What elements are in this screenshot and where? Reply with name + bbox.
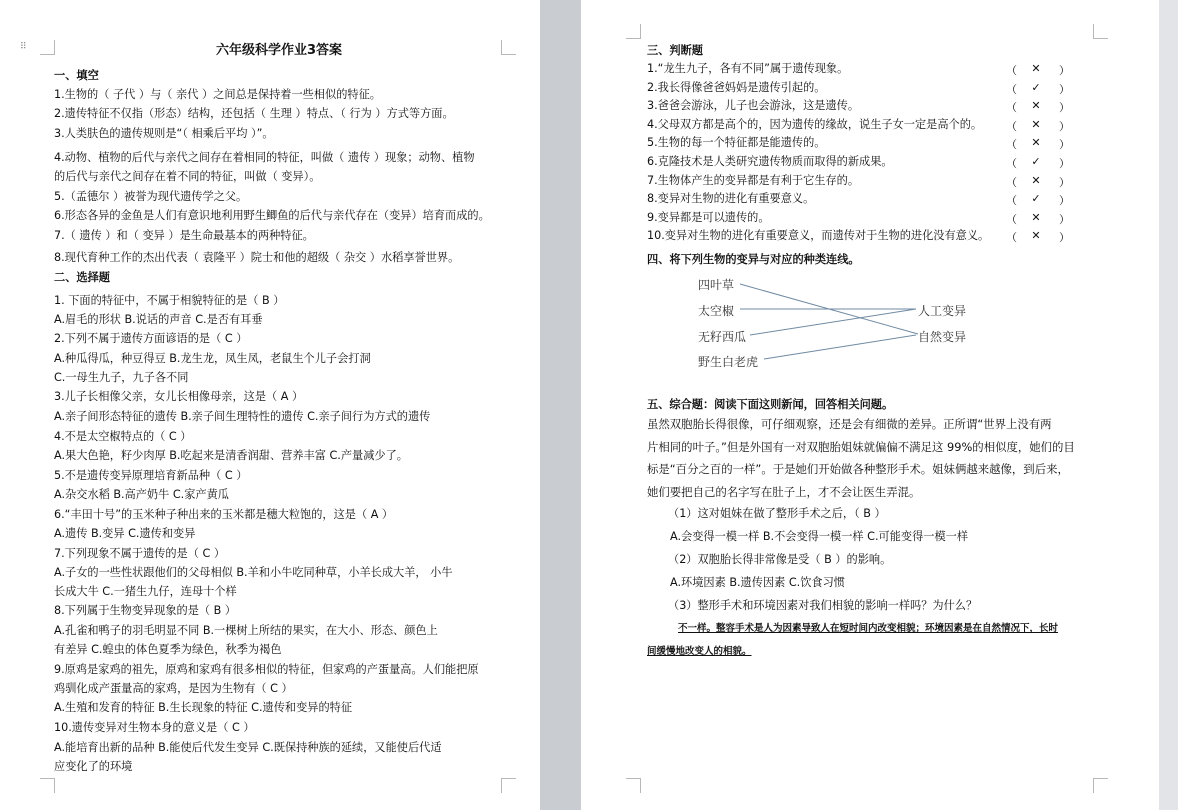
crop-mark: [626, 24, 641, 39]
choice-line: A.生殖和发育的特征 B.生长现象的特征 C.遗传和变异的特征: [54, 701, 353, 714]
choice-line: 长成大牛 C.一猪生九仔，连母十个样: [54, 585, 237, 598]
bracket: ）: [1059, 212, 1070, 226]
question-line: 4.动物、植物的后代与亲代之间存在着相同的特征，叫做（ 遗传 ）现象；动物、植物: [54, 151, 475, 164]
choice-line: A.杂交水稻 B.高产奶牛 C.家产黄瓜: [54, 488, 229, 501]
organism-label: 太空椒: [698, 304, 735, 318]
check-icon: ✓: [1031, 80, 1041, 94]
match-line: [764, 335, 916, 359]
choice-line: 3.儿子长相像父亲，女儿长相像母亲，这是（ A ）: [54, 390, 304, 403]
crop-mark: [501, 40, 516, 55]
bracket: （: [1006, 119, 1017, 133]
choice-line: A.亲子间形态特征的遗传 B.亲子间生理特性的遗传 C.亲子间行为方式的遗传: [54, 410, 431, 423]
cross-icon: ✕: [1031, 62, 1041, 75]
choice-line: A.孔雀和鸭子的羽毛明显不同 B.一棵树上所结的果实，在大小、形态、颜色上: [54, 624, 438, 637]
bracket: （: [1006, 138, 1017, 152]
bracket: （: [1006, 194, 1017, 208]
bracket: ）: [1059, 101, 1070, 115]
crop-mark: [40, 40, 55, 55]
choice-line: A.眉毛的形状 B.说话的声音 C.是否有耳垂: [54, 313, 263, 326]
cross-icon: ✕: [1031, 117, 1041, 131]
news-paragraph-line: 片相同的叶子。”但是外国有一对双胞胎姐妹就偏偏不满足这 99%的相似度，她们的目: [647, 440, 1075, 454]
bracket: （: [1006, 157, 1017, 170]
sub-question: （1）这对姐妹在做了整形手术之后，（ B ）: [668, 507, 886, 520]
answer-text: 不一样。整容手术是人为因素导致人在短时间内改变相貌；环境因素是在自然情况下，长时: [678, 623, 1059, 634]
cross-icon: ✕: [1031, 136, 1041, 150]
question-line: 7.（ 遗传 ）和（ 变异 ）是生命最基本的两种特征。: [54, 229, 314, 242]
choice-line: 4.不是太空椒特点的（ C ）: [54, 430, 192, 443]
question-line: 的后代与亲代之间存在着不同的特征，叫做（ 变异）。: [54, 170, 321, 183]
question-line: 3.人类肤色的遗传规则是“（ 相乘后平均 ）”。: [54, 127, 274, 140]
sub-question-options: A.环境因素 B.遗传因素 C.饮食习惯: [670, 576, 845, 589]
section-heading-choice: 二、选择题: [54, 271, 110, 284]
check-icon: ✓: [1031, 192, 1041, 206]
bracket: （: [1006, 175, 1017, 189]
choice-line: A.遗传 B.变异 C.遗传和变异: [54, 527, 196, 540]
judge-item: 9.变异都是可以遗传的。: [647, 210, 770, 224]
question-line: 2.遗传特征不仅指（形态）结构，还包括（ 生理 ）特点、（ 行为 ）方式等方面。: [54, 107, 454, 120]
choice-line: 1. 下面的特征中，不属于相貌特征的是（ B ）: [54, 294, 285, 307]
news-paragraph-line: 虽然双胞胎长得很像，可仔细观察，还是会有细微的差异。正所谓“世界上没有两: [647, 417, 1052, 431]
choice-line: 8.下列属于生物变异现象的是（ B ）: [54, 604, 237, 617]
choice-line: A.能培育出新的品种 B.能使后代发生变异 C.既保持种族的延续，又能使后代适: [54, 741, 442, 754]
drag-handle-icon[interactable]: ⠿: [20, 42, 28, 52]
document-page-1: [0, 0, 540, 810]
crop-mark: [1093, 24, 1108, 39]
choice-line: A.子女的一些性状跟他们的父母相似 B.羊和小牛吃同种草，小羊长成大羊， 小牛: [54, 566, 453, 579]
bracket: ）: [1059, 175, 1070, 189]
crop-mark: [626, 778, 641, 793]
choice-line: 鸡驯化成产蛋量高的家鸡，是因为生物有（ C ）: [54, 682, 293, 695]
choice-line: A.果大色艳，籽少肉厚 B.吃起来是清香润甜、营养丰富 C.产量减少了。: [54, 449, 408, 462]
judge-item: 3.爸爸会游泳，儿子也会游泳，这是遗传。: [647, 99, 860, 113]
choice-line: 6.“丰田十号”的玉米种子种出来的玉米都是穗大粒饱的，这是（ A ）: [54, 508, 394, 521]
choice-line: A.种瓜得瓜，种豆得豆 B.龙生龙，凤生凤，老鼠生个儿子会打洞: [54, 352, 371, 365]
bracket: （: [1006, 101, 1017, 115]
bracket: ）: [1059, 82, 1070, 96]
organism-label: 野生白老虎: [698, 355, 759, 369]
judge-item: 5.生物的每一个特征都是能遗传的。: [647, 136, 826, 150]
variation-type-label: 自然变异: [918, 330, 967, 344]
bracket: ）: [1059, 119, 1070, 133]
match-line: [750, 309, 916, 335]
choice-line: 10.遗传变异对生物本身的意义是（ C ）: [54, 721, 255, 734]
judge-item: 6.克隆技术是人类研究遗传物质而取得的新成果。: [647, 155, 893, 168]
check-icon: ✓: [1031, 155, 1041, 168]
bracket: （: [1006, 212, 1017, 226]
bracket: ）: [1059, 64, 1070, 77]
question-line: 5.（孟德尔 ）被誉为现代遗传学之父。: [54, 190, 248, 203]
bracket: （: [1006, 82, 1017, 96]
crop-mark: [40, 778, 55, 793]
sub-question-options: A.会变得一模一样 B.不会变得一模一样 C.可能变得一模一样: [670, 530, 969, 543]
bracket: ）: [1059, 157, 1070, 170]
judge-item: 7.生物体产生的变异都是有利于它生存的。: [647, 173, 860, 187]
cross-icon: ✕: [1031, 99, 1041, 113]
choice-line: 应变化了的环境: [54, 760, 133, 773]
choice-line: 2.下列不属于遗传方面谚语的是（ C ）: [54, 332, 248, 345]
organism-label: 四叶草: [698, 278, 735, 292]
bracket: ）: [1059, 194, 1070, 208]
judge-item: 10.变异对生物的进化有重要意义，而遗传对于生物的进化没有意义。: [647, 229, 990, 243]
judge-item: 8.变异对生物的进化有重要意义。: [647, 192, 815, 206]
news-paragraph-line: 标是“百分之百的一样”。于是她们开始做各种整形手术。姐妹俩越来越像，到后来，: [647, 462, 1069, 476]
judge-item: 2.我长得像爸爸妈妈是遗传引起的。: [647, 80, 826, 94]
matching-diagram: [694, 272, 974, 372]
bracket: （: [1006, 64, 1017, 77]
cross-icon: ✕: [1031, 229, 1041, 243]
cross-icon: ✕: [1031, 173, 1041, 187]
sub-question: （3）整形手术和环境因素对我们相貌的影响一样吗？为什么？: [668, 599, 978, 612]
question-line: 1.生物的（ 子代 ）与（ 亲代 ）之间总是保持着一些相似的特征。: [54, 88, 381, 101]
answer-text: 间缓慢地改变人的相貌。: [647, 646, 752, 657]
news-paragraph-line: 她们要把自己的名字写在肚子上，才不会让医生弄混。: [647, 485, 921, 499]
section-heading-comprehensive: 五、综合题：阅读下面这则新闻，回答相关问题。: [647, 398, 894, 411]
bracket: ）: [1059, 231, 1070, 245]
cross-icon: ✕: [1031, 210, 1041, 224]
vertical-scrollbar[interactable]: [1159, 0, 1178, 810]
section-heading-match: 四、将下列生物的变异与对应的种类连线。: [647, 253, 860, 266]
bracket: ）: [1059, 138, 1070, 152]
choice-line: 5.不是遗传变异原理培育新品种（ C ）: [54, 469, 248, 482]
judge-item: 1.“龙生九子，各有不同”属于遗传现象。: [647, 62, 849, 75]
document-title: 六年级科学作业3答案: [216, 43, 343, 58]
section-heading-fill: 一、填空: [54, 69, 99, 82]
choice-line: C.一母生九子，九子各不同: [54, 371, 189, 384]
question-line: 6.形态各异的金鱼是人们有意识地利用野生鲫鱼的后代与亲代存在（变异）培育而成的。: [54, 209, 490, 222]
question-line: 8.现代育种工作的杰出代表（ 袁隆平 ）院士和他的超级（ 杂交 ）水稻享誉世界。: [54, 251, 460, 264]
crop-mark: [501, 778, 516, 793]
sub-question: （2）双胞胎长得非常像是受（ B ）的影响。: [668, 553, 892, 566]
section-heading-judge: 三、判断题: [647, 44, 703, 57]
choice-line: 有差异 C.蝗虫的体色夏季为绿色，秋季为褐色: [54, 643, 282, 656]
variation-type-label: 人工变异: [918, 304, 967, 318]
judge-item: 4.父母双方都是高个的，因为遗传的缘故，说生子女一定是高个的。: [647, 117, 983, 131]
organism-label: 无籽西瓜: [698, 330, 747, 344]
choice-line: 9.原鸡是家鸡的祖先，原鸡和家鸡有很多相似的特征，但家鸡的产蛋量高。人们能把原: [54, 663, 479, 676]
choice-line: 7.下列现象不属于遗传的是（ C ）: [54, 547, 226, 560]
page-gutter: [540, 0, 581, 810]
crop-mark: [1093, 778, 1108, 793]
bracket: （: [1006, 231, 1017, 245]
